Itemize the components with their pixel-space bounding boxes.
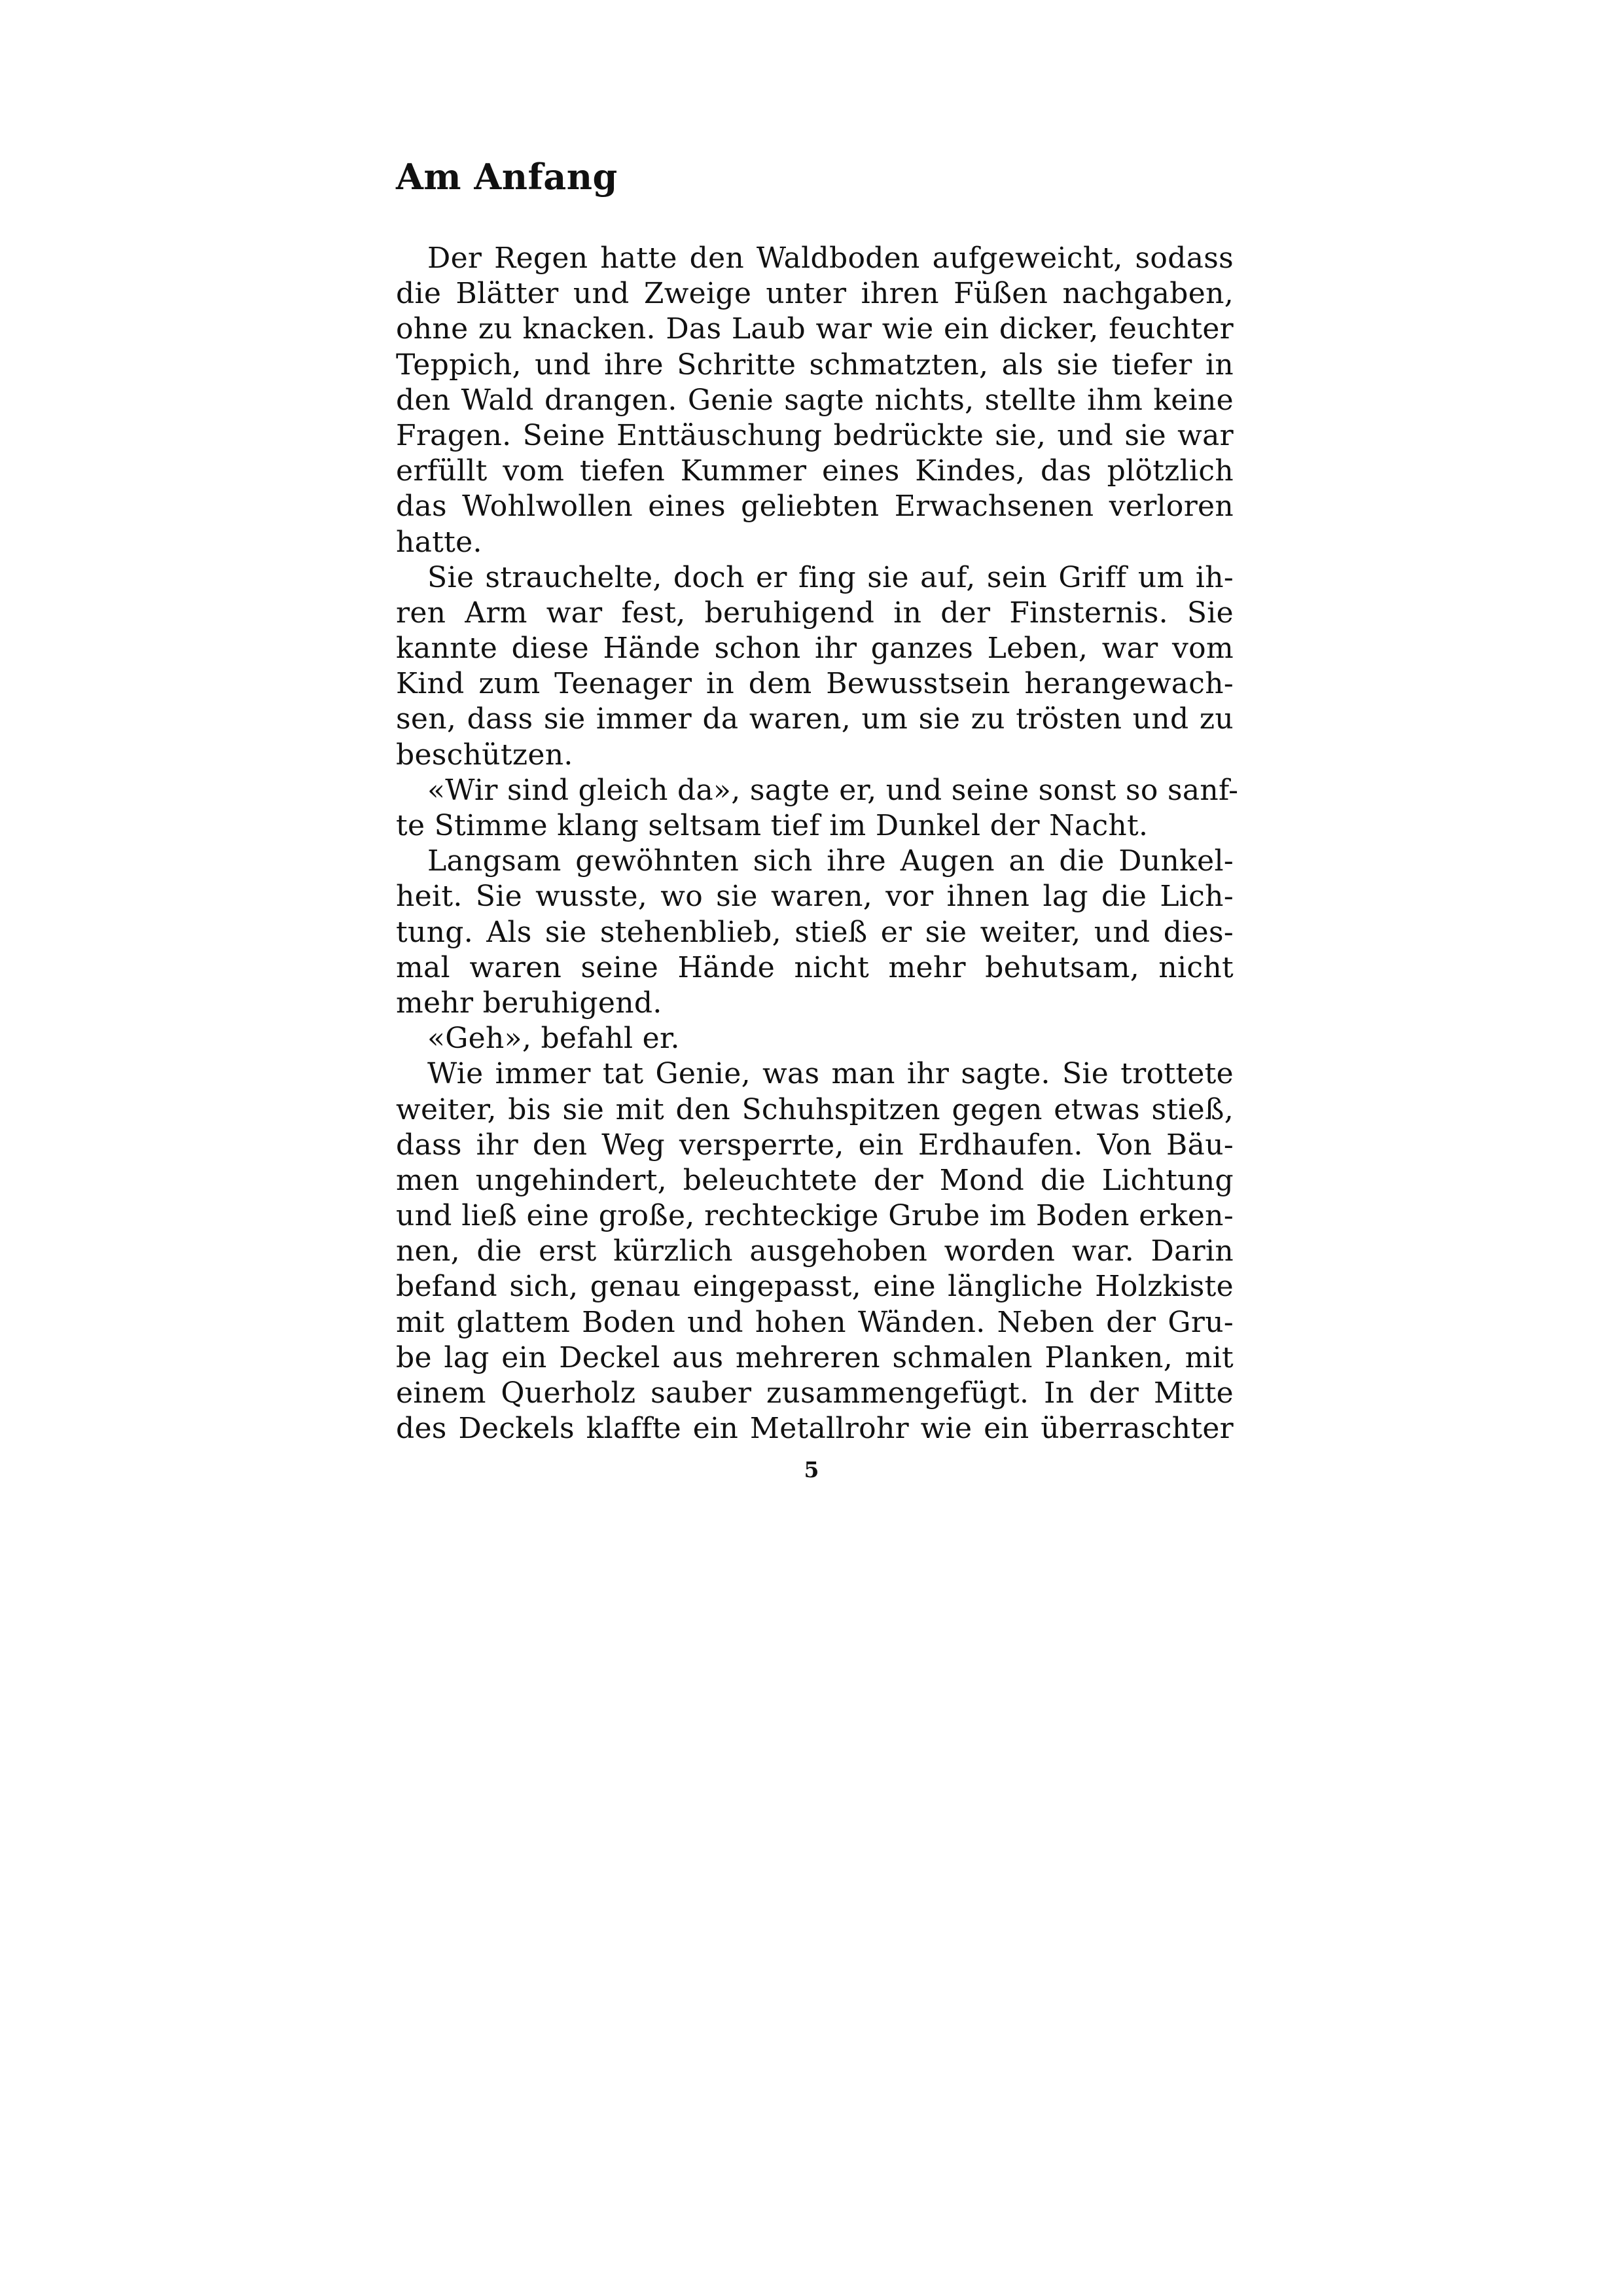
text-line: heit. Sie wusste, wo sie waren, vor ihnen lag die Lich- [396, 880, 1234, 914]
text-line: mal waren seine Hände nicht mehr behutsam, nicht [396, 950, 1234, 984]
text-line: beschützen. [396, 738, 573, 772]
text-line: einem Querholz sauber zusammengefügt. In der Mitte [396, 1376, 1234, 1410]
text-line: weiter, bis sie mit den Schuhspitzen gegen etwas stieß, [396, 1092, 1234, 1126]
text-line: dass ihr den Weg versperrte, ein Erdhaufen. Von Bäu- [396, 1128, 1234, 1162]
chapter-title: Am Anfang [396, 156, 618, 198]
chapter-text-block [396, 149, 1239, 1446]
text-line: ren Arm war fest, beruhigend in der Finsternis. Sie [396, 596, 1234, 630]
text-line: Teppich, und ihre Schritte schmatzten, als sie tiefer in [396, 348, 1234, 382]
text-line: nen, die erst kürzlich ausgehoben worden war. Darin [396, 1234, 1234, 1268]
text-line: be lag ein Deckel aus mehreren schmalen Planken, mit [396, 1340, 1234, 1374]
text-line: den Wald drangen. Genie sagte nichts, stellte ihm keine [396, 383, 1234, 417]
text-line: kannte diese Hände schon ihr ganzes Leben, war vom [396, 632, 1234, 666]
text-line: und ließ eine große, rechteckige Grube im Boden erken- [396, 1199, 1234, 1233]
text-line: das Wohlwollen eines geliebten Erwachsenen verloren [396, 490, 1234, 524]
text-line: befand sich, genau eingepasst, eine längliche Holzkiste [396, 1270, 1234, 1304]
text-line: men ungehindert, beleuchtete der Mond die Lichtung [396, 1163, 1234, 1197]
text-line: mehr beruhigend. [396, 986, 662, 1020]
text-line: «Wir sind gleich da», sagte er, und seine sonst so sanf- [427, 773, 1239, 807]
text-line: hatte. [396, 525, 482, 559]
text-line: ohne zu knacken. Das Laub war wie ein dicker, feuchter [396, 312, 1234, 346]
text-line: erfüllt vom tiefen Kummer eines Kindes, das plötzlich [396, 454, 1234, 488]
text-line: Kind zum Teenager in dem Bewusstsein herangewach- [396, 667, 1234, 701]
text-line: Fragen. Seine Enttäuschung bedrückte sie, und sie war [396, 418, 1234, 452]
text-line: die Blätter und Zweige unter ihren Füßen nachgaben, [396, 277, 1234, 311]
text-line: Langsam gewöhnten sich ihre Augen an die Dunkel- [427, 844, 1234, 878]
text-line: Wie immer tat Genie, was man ihr sagte. Sie trottete [427, 1057, 1234, 1091]
text-line: «Geh», befahl er. [427, 1022, 680, 1056]
text-line: tung. Als sie stehenblieb, stieß er sie weiter, und dies- [396, 915, 1234, 949]
text-line: Der Regen hatte den Waldboden aufgeweicht, sodass [427, 242, 1234, 275]
page-number: 5 [804, 1457, 819, 1482]
text-line: mit glattem Boden und hohen Wänden. Neben der Gru- [396, 1305, 1234, 1339]
text-line: Sie strauchelte, doch er fing sie auf, sein Griff um ih- [427, 560, 1234, 594]
text-line: te Stimme klang seltsam tief im Dunkel der Nacht. [396, 809, 1149, 842]
text-line: sen, dass sie immer da waren, um sie zu trösten und zu [396, 702, 1234, 736]
text-line: des Deckels klaffte ein Metallrohr wie ein überraschter [396, 1412, 1234, 1446]
